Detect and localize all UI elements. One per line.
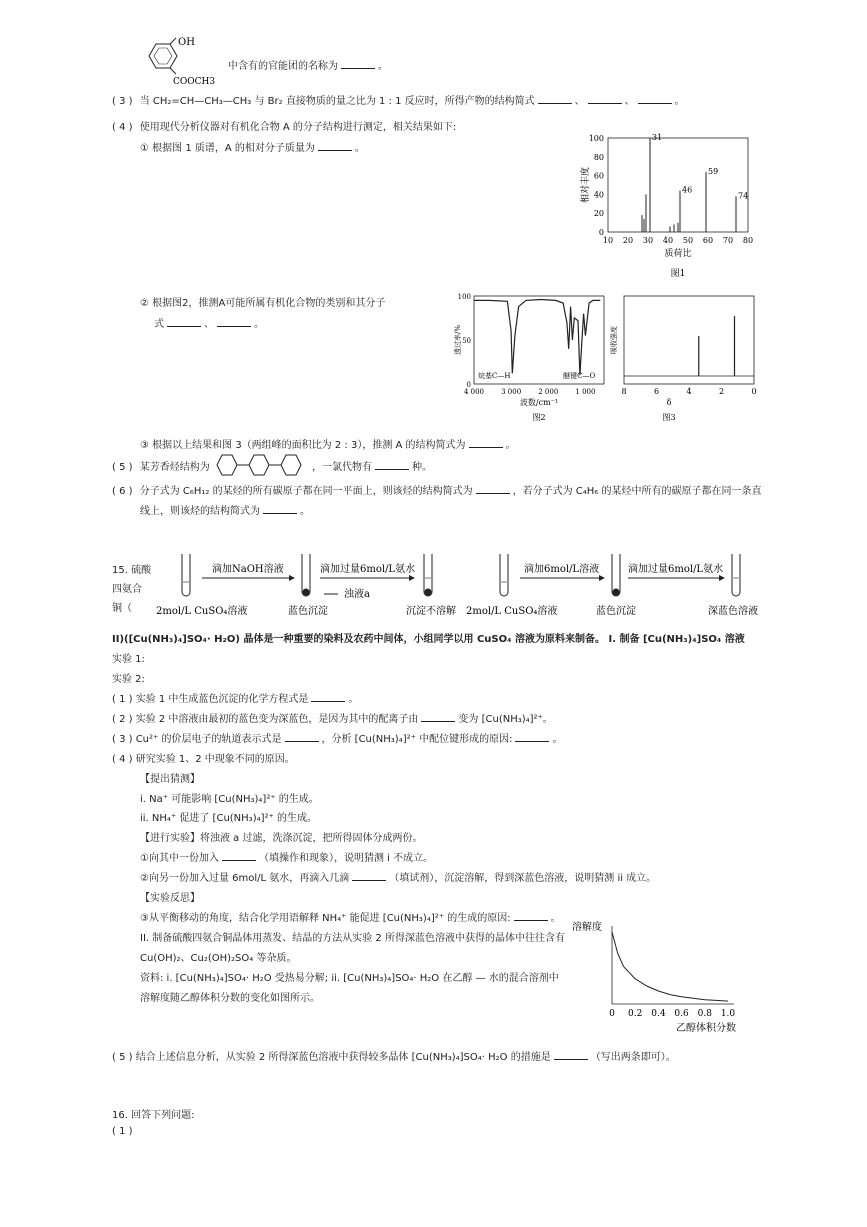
step-text: （填试剂），沉淀溶解，得到深蓝色溶液，说明猜测 ii 成立。: [389, 873, 657, 884]
sub-question-text: 式: [154, 319, 164, 330]
question-text: ( 5 ) 结合上述信息分析，从实验 2 所得深蓝色溶液中获得较多晶体 [Cu(NH₃)₄]SO₄· H₂O 的措施是: [112, 1052, 551, 1063]
tube-6: [732, 554, 740, 596]
tube-5: [612, 554, 620, 596]
q15-intro-c: 铜（: [112, 603, 132, 614]
y-tick-label: 0: [466, 381, 471, 389]
exp1-tube2-label: 蓝色沉淀: [288, 606, 328, 617]
q14-part5-tail: [312, 458, 432, 473]
x-tick-label: 0.6: [674, 1009, 689, 1019]
info-a: 资料: i. [Cu(NH₃)₄]SO₄· H₂O 受热易分解; ii. [Cu(NH₃)₄]SO₄· H₂O 在乙醇 — 水的混合溶剂中: [140, 973, 559, 984]
peak-label: 59: [708, 166, 719, 176]
q15-intro-b: 四氨合: [112, 584, 142, 595]
x-tick-label: 30: [642, 236, 654, 245]
tube-2: [302, 554, 310, 596]
y-axis-label: 透过率/%: [454, 324, 462, 356]
y-tick-label: 20: [593, 209, 604, 219]
exp2-reagent2: 滴加过量6mol/L氨水: [628, 564, 724, 575]
figure1-mass-spectrum: [578, 130, 768, 280]
q14-part5: [112, 458, 210, 473]
question-text: ( 2 ) 实验 2 中溶液由最初的蓝色变为深蓝色，是因为其中的配离子由: [112, 714, 419, 725]
ester-label: COOCH3: [173, 77, 216, 86]
part-text: 使用现代分析仪器对有机化合物 A 的分子结构进行测定，相关结果如下:: [139, 122, 457, 133]
experiment-diagram: [148, 548, 768, 620]
step-text: （填操作和现象），说明猜测 i 不成立。: [258, 853, 434, 864]
x-axis-label: 乙醇体积分数: [676, 1023, 736, 1034]
x-tick-label: 0: [609, 1009, 615, 1019]
step-text: ②向另一份加入过量 6mol/L 氨水，再滴入几滴: [140, 873, 350, 884]
y-tick-label: 80: [593, 152, 604, 162]
oh-label: OH: [178, 37, 195, 48]
q14-part4-2b: 式 、 。: [154, 319, 264, 330]
x-tick-label: 0.2: [628, 1009, 643, 1019]
annotation-co: 醚键C—O: [563, 372, 596, 380]
x-tick-label: 8: [621, 387, 627, 396]
functional-group-line: 中含有的官能团的名称为 。: [228, 61, 388, 72]
info-b: 溶解度随乙醇体积分数的变化如图所示。: [140, 993, 320, 1004]
x-tick-label: 0.4: [651, 1009, 666, 1019]
x-tick-label: 20: [622, 236, 634, 245]
x-tick-label: 4: [686, 387, 692, 396]
x-tick-label: 10: [602, 236, 614, 245]
y-tick-label: 40: [593, 190, 604, 200]
q16-title: 16. 回答下列问题:: [112, 1110, 195, 1121]
q15-q4: ( 4 ) 研究实验 1、2 中现象不同的原因。: [112, 754, 295, 765]
experiment-do-2: [140, 869, 656, 884]
part2-b: Cu(OH)₂、Cu₂(OH)₂SO₄ 等杂质。: [140, 953, 297, 964]
exp1-tube3-label: 沉淀不溶解: [406, 606, 456, 617]
figure-caption: 图3: [662, 413, 676, 422]
q14-part4: [112, 118, 456, 133]
part-number: ( 4 ): [112, 122, 133, 133]
exp2-tube3-label: 深蓝色溶液: [708, 606, 758, 617]
exp1-tube1-label: 2mol/L CuSO₄溶液: [156, 606, 248, 617]
q15-intro-a: 15. 硫酸: [112, 565, 152, 576]
q15-q3: ( 3 ) Cu²⁺ 的价层电子的轨道表示式是 ，分析 [Cu(NH₃)₄]²⁺ 中配位键形成的原因: 。: [112, 734, 563, 745]
figure3-nmr: [608, 290, 763, 425]
exp1-label: 实验 1:: [112, 654, 145, 665]
func-text: 中含有的官能团的名称为: [228, 61, 338, 72]
x-tick-label: 2 000: [538, 388, 559, 396]
x-tick-label: 2: [718, 387, 725, 396]
x-tick-label: 50: [682, 236, 694, 245]
answer-blank: [341, 59, 375, 69]
sub-question-text: ③ 根据以上结果和图 3（两组峰的面积比为 2 : 3），推测 A 的结构简式为: [140, 440, 466, 451]
part-number: ( 6 ): [112, 486, 133, 497]
sub-question-text: ① 根据图 1 质谱，A 的相对分子质量为: [140, 143, 315, 154]
y-tick-label: 50: [462, 337, 471, 345]
figure-caption: 图2: [532, 413, 546, 422]
x-tick-label: 1.0: [720, 1009, 736, 1019]
part-text: 种。: [412, 462, 432, 473]
q14-part4-3: ③ 根据以上结果和图 3（两组峰的面积比为 2 : 3），推测 A 的结构简式为 。: [140, 440, 516, 451]
experiment-do-1: [140, 849, 433, 864]
q14-part6: [112, 482, 762, 497]
peak-label: 31: [652, 133, 663, 142]
q15-q2: [112, 710, 553, 725]
part-text: ，若分子式为 C₄H₆ 的某烃中所有的碳原子都在同一条直: [512, 486, 762, 497]
q14-part3: ( 3 ) 当 CH₂=CH—CH₃—CH₃ 与 Br₂ 直接物质的量之比为 1 : 1 反应时，所得产物的结构简式 、 、 。: [112, 96, 685, 107]
figure-caption: 图1: [670, 269, 686, 279]
x-axis-label: δ: [666, 398, 672, 407]
x-tick-label: 40: [662, 236, 674, 245]
sub-question-text: ② 根据图2，推测A可能所属有机化合物的类别和其分子: [140, 298, 386, 309]
annotation-ch: 烷基C—H: [478, 372, 511, 380]
experiment-do: 【进行实验】将浊液 a 过滤，洗涤沉淀，把所得固体分成两份。: [140, 833, 423, 844]
part-text: 分子式为 C₆H₁₂ 的某烃的所有碳原子都在同一平面上，则该烃的结构简式为: [139, 486, 473, 497]
exp2-label: 实验 2:: [112, 674, 145, 685]
peak-label: 46: [682, 185, 693, 195]
question-text: ，分析 [Cu(NH₃)₄]²⁺ 中配位键形成的原因:: [321, 734, 513, 745]
x-tick-label: 0.8: [697, 1009, 712, 1019]
x-tick-label: 0: [751, 387, 757, 396]
q14-part4-1: ① 根据图 1 质谱，A 的相对分子质量为 。: [140, 143, 365, 154]
turbid-label: 浊液a: [344, 589, 370, 600]
q15-q1: ( 1 ) 实验 1 中生成蓝色沉淀的化学方程式是 。: [112, 694, 359, 705]
exp2-tube1-label: 2mol/L CuSO₄溶液: [466, 606, 558, 617]
tube-4: [500, 554, 508, 596]
exp1-reagent2: 滴加过量6mol/L氨水: [320, 564, 416, 575]
part-text: 线上，则该烃的结构简式为: [140, 506, 260, 517]
plot-frame: [474, 296, 604, 384]
peak-label: 74: [738, 191, 749, 201]
step-text: ①向其中一份加入: [140, 853, 219, 864]
guess-title: 【提出猜测】: [140, 774, 200, 785]
x-tick-label: 80: [742, 236, 754, 245]
tube-3: [424, 554, 432, 596]
part-text: 某芳香烃结构为: [139, 462, 210, 473]
exp1-reagent1: 滴加NaOH溶液: [212, 564, 284, 575]
tube-1: [182, 554, 190, 596]
x-axis-label: 质荷比: [664, 249, 692, 259]
y-axis-label: 相对丰度: [581, 166, 591, 204]
figure2-ir-spectrum: [452, 290, 612, 425]
reflect-title: 【实验反思】: [140, 893, 200, 904]
part-text: 当 CH₂=CH—CH₃—CH₃ 与 Br₂ 直接物质的量之比为 1 : 1 反应时，所得产物的结构简式: [139, 96, 535, 107]
solubility-chart: [570, 918, 770, 1038]
exp2-tube2-label: 蓝色沉淀: [596, 606, 636, 617]
q14-part4-2a: [140, 294, 385, 309]
ir-series-line: [474, 300, 600, 376]
y-tick-label: 100: [457, 293, 471, 301]
part-text: ，一氯代物有: [312, 462, 372, 473]
part-number: ( 5 ): [112, 462, 133, 473]
y-axis-label: 溶解度: [572, 922, 602, 933]
x-tick-label: 3 000: [501, 388, 522, 396]
question-text: （写出两条即可）。: [590, 1052, 676, 1063]
part-number: ( 3 ): [112, 96, 133, 107]
guess-ii: ii. NH₄⁺ 促进了 [Cu(NH₃)₄]²⁺ 的生成。: [140, 813, 317, 824]
question-text: ( 3 ) Cu²⁺ 的价层电子的轨道表示式是: [112, 734, 282, 745]
phenol-ester-structure: [140, 36, 230, 86]
x-tick-label: 60: [702, 236, 714, 245]
x-tick-label: 6: [653, 387, 660, 396]
y-tick-label: 0: [598, 228, 604, 237]
q15-q5: [112, 1048, 676, 1063]
plot-frame: [608, 138, 748, 232]
guess-i: i. Na⁺ 可能影响 [Cu(NH₃)₄]²⁺ 的生成。: [140, 794, 319, 805]
q14-part6-cont: 线上，则该烃的结构简式为 。: [140, 506, 310, 517]
q16-sub1: ( 1 ): [112, 1126, 133, 1137]
reflect-1: ③从平衡移动的角度，结合化学用语解释 NH₄⁺ 能促进 [Cu(NH₃)₄]²⁺ 的生成的原因: 。: [140, 913, 561, 924]
part2-a: II. 制备硫酸四氨合铜晶体用蒸发、结晶的方法从实验 2 所得深蓝色溶液中获得的晶体中往往含有: [140, 933, 565, 944]
step-text: ③从平衡移动的角度，结合化学用语解释 NH₄⁺ 能促进 [Cu(NH₃)₄]²⁺ 的生成的原因:: [140, 913, 511, 924]
solubility-curve: [612, 932, 728, 1001]
y-tick-label: 100: [588, 134, 604, 143]
x-tick-label: 1 000: [575, 388, 596, 396]
y-tick-label: 60: [593, 171, 604, 181]
q15-line1: II)([Cu(NH₃)₄]SO₄· H₂O) 晶体是一种重要的染料及农药中间体，小组同学以用 CuSO₄ 溶液为原料来制备。 I. 制备 [Cu(NH₃)₄]SO₄ 溶液: [112, 634, 745, 645]
exp2-reagent1: 滴加6mol/L溶液: [524, 564, 600, 575]
question-text: 变为 [Cu(NH₃)₄]²⁺。: [458, 714, 553, 725]
x-tick-label: 4 000: [463, 388, 485, 396]
x-tick-label: 70: [722, 236, 734, 245]
question-text: ( 1 ) 实验 1 中生成蓝色沉淀的化学方程式是: [112, 694, 309, 705]
terphenyl-structure: [212, 452, 308, 478]
x-axis-label: 波数/cm⁻¹: [519, 398, 559, 407]
y-axis-label: 吸收强度: [610, 326, 618, 354]
